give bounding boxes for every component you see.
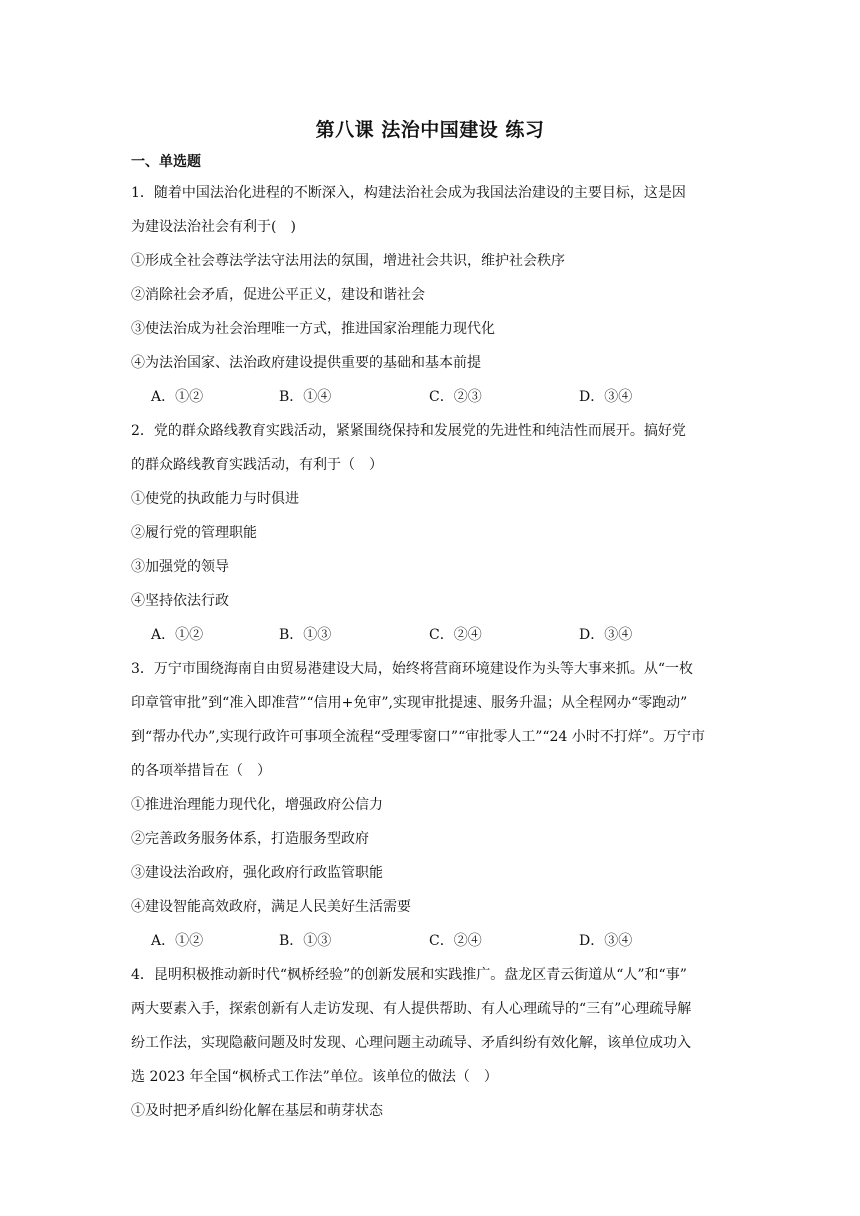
option-c[interactable]: C．②④: [429, 627, 482, 643]
question-stem-line: 的群众路线教育实践活动，有利于（ ）: [131, 457, 383, 473]
statement-item: ①及时把矛盾纠纷化解在基层和萌芽状态: [131, 1103, 383, 1119]
option-c[interactable]: C．②④: [429, 933, 482, 949]
option-d[interactable]: D．③④: [579, 933, 633, 949]
statement-item: ③加强党的领导: [131, 559, 229, 575]
question-stem-line: 纷工作法，实现隐蔽问题及时发现、心理问题主动疏导、矛盾纠纷有效化解，该单位成功入: [131, 1035, 691, 1051]
option-a[interactable]: A．①②: [151, 389, 204, 405]
option-d[interactable]: D．③④: [579, 627, 633, 643]
statement-item: ①形成全社会尊法学法守法用法的氛围，增进社会共识，维护社会秩序: [131, 253, 565, 269]
statement-item: ②履行党的管理职能: [131, 525, 257, 541]
statement-item: ④建设智能高效政府，满足人民美好生活需要: [131, 899, 411, 915]
option-c[interactable]: C．②③: [429, 389, 482, 405]
question-3: [131, 652, 731, 958]
statement-item: ①推进治理能力现代化，增强政府公信力: [131, 797, 383, 813]
page-title: 第八课 法治中国建设 练习: [315, 119, 545, 141]
statement-item: ①使党的执政能力与时俱进: [131, 491, 299, 507]
option-a[interactable]: A．①②: [151, 627, 204, 643]
question-1: [131, 176, 731, 414]
option-b[interactable]: B．①④: [279, 389, 332, 405]
statement-item: ②消除社会矛盾，促进公平正义，建设和谐社会: [131, 287, 425, 303]
option-a[interactable]: A．①②: [151, 933, 204, 949]
statement-item: ③建设法治政府，强化政府行政监管职能: [131, 865, 383, 881]
statement-item: ②完善政务服务体系，打造服务型政府: [131, 831, 369, 847]
section-heading: 一、单选题: [131, 154, 201, 170]
answer-options: [131, 924, 731, 958]
statement-item: ④为法治国家、法治政府建设提供重要的基础和基本前提: [131, 355, 481, 371]
statement-item: ③使法治成为社会治理唯一方式，推进国家治理能力现代化: [131, 321, 495, 337]
question-4: [131, 958, 731, 1128]
answer-options: [131, 380, 731, 414]
answer-options: [131, 618, 731, 652]
question-stem-line: 两大要素入手，探索创新有人走访发现、有人提供帮助、有人心理疏导的“三有”心理疏导解: [131, 1001, 692, 1017]
question-stem-line: 的各项举措旨在（ ）: [131, 763, 271, 779]
question-stem-line: 印章管审批”到“准入即准营”“信用+免审”,实现审批提速、服务升温；从全程网办“零跑动”: [131, 695, 688, 711]
question-list: [131, 176, 731, 1128]
question-stem-line: 选 2023 年全国“枫桥式工作法”单位。该单位的做法（ ）: [131, 1069, 498, 1085]
option-b[interactable]: B．①③: [279, 627, 332, 643]
question-stem-line: 4．昆明积极推动新时代“枫桥经验”的创新发展和实践推广。盘龙区青云街道从“人”和“事”: [131, 967, 687, 983]
question-stem-line: 为建设法治社会有利于( ): [131, 219, 296, 235]
question-stem-line: 到“帮办代办”,实现行政许可事项全流程“受理零窗口”“审批零人工”“24 小时不打烊”。万宁市: [131, 729, 705, 745]
question-2: [131, 414, 731, 652]
question-stem-line: 2．党的群众路线教育实践活动，紧紧围绕保持和发展党的先进性和纯洁性而展开。搞好党: [131, 423, 686, 439]
question-stem-line: 1．随着中国法治化进程的不断深入，构建法治社会成为我国法治建设的主要目标，这是因: [131, 185, 686, 201]
option-b[interactable]: B．①③: [279, 933, 332, 949]
statement-item: ④坚持依法行政: [131, 593, 229, 609]
option-d[interactable]: D．③④: [579, 389, 633, 405]
question-stem-line: 3．万宁市围绕海南自由贸易港建设大局，始终将营商环境建设作为头等大事来抓。从“一枚: [131, 661, 694, 677]
